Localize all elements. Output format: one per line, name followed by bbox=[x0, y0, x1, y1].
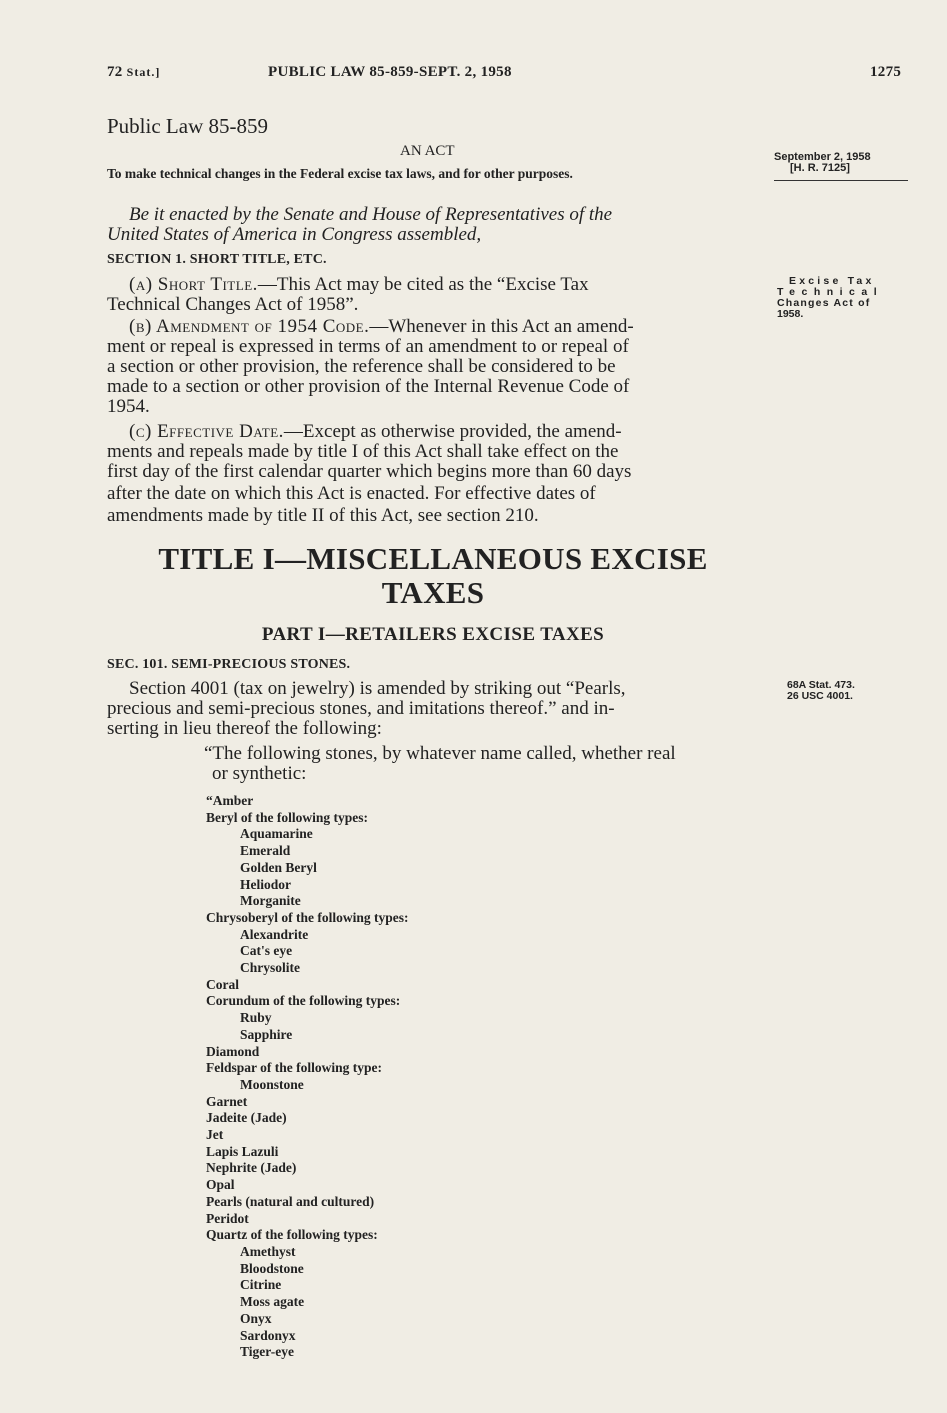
quote-line1: “The following stones, by whatever name called, whether real bbox=[204, 743, 676, 764]
sec101-heading: SEC. 101. SEMI-PRECIOUS STONES. bbox=[107, 657, 351, 672]
law-title: Public Law 85-859 bbox=[107, 114, 268, 138]
stone-list-item: Beryl of the following types: bbox=[206, 809, 368, 825]
sec101-line3: serting in lieu thereof the following: bbox=[107, 718, 382, 739]
side-note-1-l2: Technical bbox=[777, 286, 884, 298]
stone-list-item: Peridot bbox=[206, 1210, 249, 1226]
stone-list-item: Quartz of the following types: bbox=[206, 1227, 378, 1243]
stone-list-item: Chrysolite bbox=[240, 960, 300, 976]
stone-list-item: Corundum of the following types: bbox=[206, 993, 401, 1009]
amendment-label: (b) Amendment of 1954 Code. bbox=[129, 316, 370, 337]
stone-list-item: Moonstone bbox=[240, 1076, 304, 1092]
title1-heading-line2: TAXES bbox=[381, 575, 485, 610]
side-note-2-l2: 26 USC 4001. bbox=[787, 690, 853, 702]
date-note-rule bbox=[774, 180, 908, 181]
effective-line1: (c) Effective Date.—Except as otherwise provided, the amend- bbox=[129, 421, 622, 442]
amendment-line3: a section or other provision, the reference shall be considered to be bbox=[107, 356, 616, 377]
enacting-clause-line2: United States of America in Congress assembled, bbox=[107, 224, 482, 245]
effective-line4: after the date on which this Act is enacted. For effective dates of bbox=[107, 483, 596, 504]
stone-list-item: Alexandrite bbox=[240, 926, 309, 942]
stone-list-item: Opal bbox=[206, 1177, 235, 1193]
stone-list-item: “Amber bbox=[206, 793, 254, 808]
stone-list-item: Onyx bbox=[240, 1310, 272, 1326]
page-number: 1275 bbox=[870, 64, 902, 80]
stone-list-item: Bloodstone bbox=[240, 1260, 304, 1276]
short-title-line2: Technical Changes Act of 1958”. bbox=[107, 294, 359, 315]
short-title-line1 bbox=[129, 274, 589, 296]
short-title-label: (a) Short Title. bbox=[129, 274, 258, 295]
stone-list-item: Sardonyx bbox=[240, 1327, 296, 1343]
side-note-2-l1: 68A Stat. 473. bbox=[787, 679, 855, 691]
stone-list-item: Amethyst bbox=[240, 1243, 296, 1259]
side-note-1-l3: Changes Act of bbox=[777, 297, 871, 309]
stone-list-item: Pearls (natural and cultured) bbox=[206, 1193, 375, 1209]
stone-list-item: Golden Beryl bbox=[240, 859, 317, 875]
stone-list-item: Sapphire bbox=[240, 1026, 293, 1042]
stone-list-item: Lapis Lazuli bbox=[206, 1143, 279, 1159]
enacting-clause-line1: Be it enacted by the Senate and House of Representatives of the bbox=[129, 204, 613, 225]
stone-list-item: Morganite bbox=[240, 893, 301, 909]
title1-heading-line1: TITLE I—MISCELLANEOUS EXCISE bbox=[158, 541, 708, 576]
stone-list-item: Moss agate bbox=[240, 1294, 305, 1310]
stone-list-item: Nephrite (Jade) bbox=[206, 1160, 297, 1176]
stone-list-item: Aquamarine bbox=[240, 826, 313, 842]
stone-list-item: Feldspar of the following type: bbox=[206, 1060, 382, 1076]
quote-line2: or synthetic: bbox=[212, 763, 307, 784]
side-note-1-l1: Excise Tax bbox=[789, 275, 875, 287]
stone-list-item: Cat's eye bbox=[240, 943, 293, 959]
effective-label: (c) Effective Date. bbox=[129, 421, 284, 442]
stones-list bbox=[206, 793, 409, 1361]
stone-list-item: Tiger-eye bbox=[240, 1344, 294, 1360]
stone-list-item: Ruby bbox=[240, 1010, 272, 1026]
effective-line2: ments and repeals made by title I of this Act shall take effect on the bbox=[107, 441, 619, 462]
stone-list-item: Emerald bbox=[240, 843, 291, 859]
amendment-line2: ment or repeal is expressed in terms of an amendment to or repeal of bbox=[107, 336, 629, 357]
part1-heading: PART I—RETAILERS EXCISE TAXES bbox=[261, 624, 605, 645]
side-note-excise-act bbox=[777, 276, 909, 320]
stone-list-item: Coral bbox=[206, 976, 239, 992]
an-act-heading: AN ACT bbox=[400, 143, 455, 159]
amendment-line5: 1954. bbox=[107, 396, 150, 417]
stat-label: Stat.] bbox=[126, 65, 161, 79]
stone-list-item: Garnet bbox=[206, 1093, 248, 1109]
short-title-text1: —This Act may be cited as the “Excise Tax bbox=[257, 274, 589, 295]
running-header-title: PUBLIC LAW 85-859-SEPT. 2, 1958 bbox=[268, 64, 512, 80]
stone-list-item: Chrysoberyl of the following types: bbox=[206, 909, 409, 925]
side-note-1-l4: 1958. bbox=[777, 308, 804, 320]
stone-list-item: Heliodor bbox=[240, 876, 291, 892]
stone-list-item: Jet bbox=[206, 1127, 224, 1143]
act-purpose: To make technical changes in the Federal excise tax laws, and for other purposes. bbox=[107, 166, 573, 181]
stat-volume: 72 bbox=[107, 64, 123, 80]
effective-line3: first day of the first calendar quarter which begins more than 60 days bbox=[107, 461, 632, 482]
date-side-note bbox=[774, 152, 871, 174]
effective-line5: amendments made by title II of this Act, see section 210. bbox=[107, 505, 539, 526]
date-line: September 2, 1958 bbox=[774, 151, 871, 163]
sec101-line2: precious and semi-precious stones, and imitations thereof.” and in- bbox=[107, 698, 615, 719]
bill-number: [H. R. 7125] bbox=[790, 162, 850, 174]
amendment-line4: made to a section or other provision of the Internal Revenue Code of bbox=[107, 376, 630, 397]
stone-list-item: Citrine bbox=[240, 1277, 282, 1293]
stone-list-item: Jadeite (Jade) bbox=[206, 1110, 287, 1126]
sec101-line1: Section 4001 (tax on jewelry) is amended by striking out “Pearls, bbox=[129, 678, 626, 699]
amendment-line1: (b) Amendment of 1954 Code.—Whenever in this Act an amend- bbox=[129, 316, 634, 337]
side-note-statute-citation bbox=[787, 680, 855, 702]
running-header-stat bbox=[107, 64, 160, 81]
section1-heading: SECTION 1. SHORT TITLE, ETC. bbox=[107, 252, 327, 267]
stone-list-item: Diamond bbox=[206, 1043, 260, 1059]
